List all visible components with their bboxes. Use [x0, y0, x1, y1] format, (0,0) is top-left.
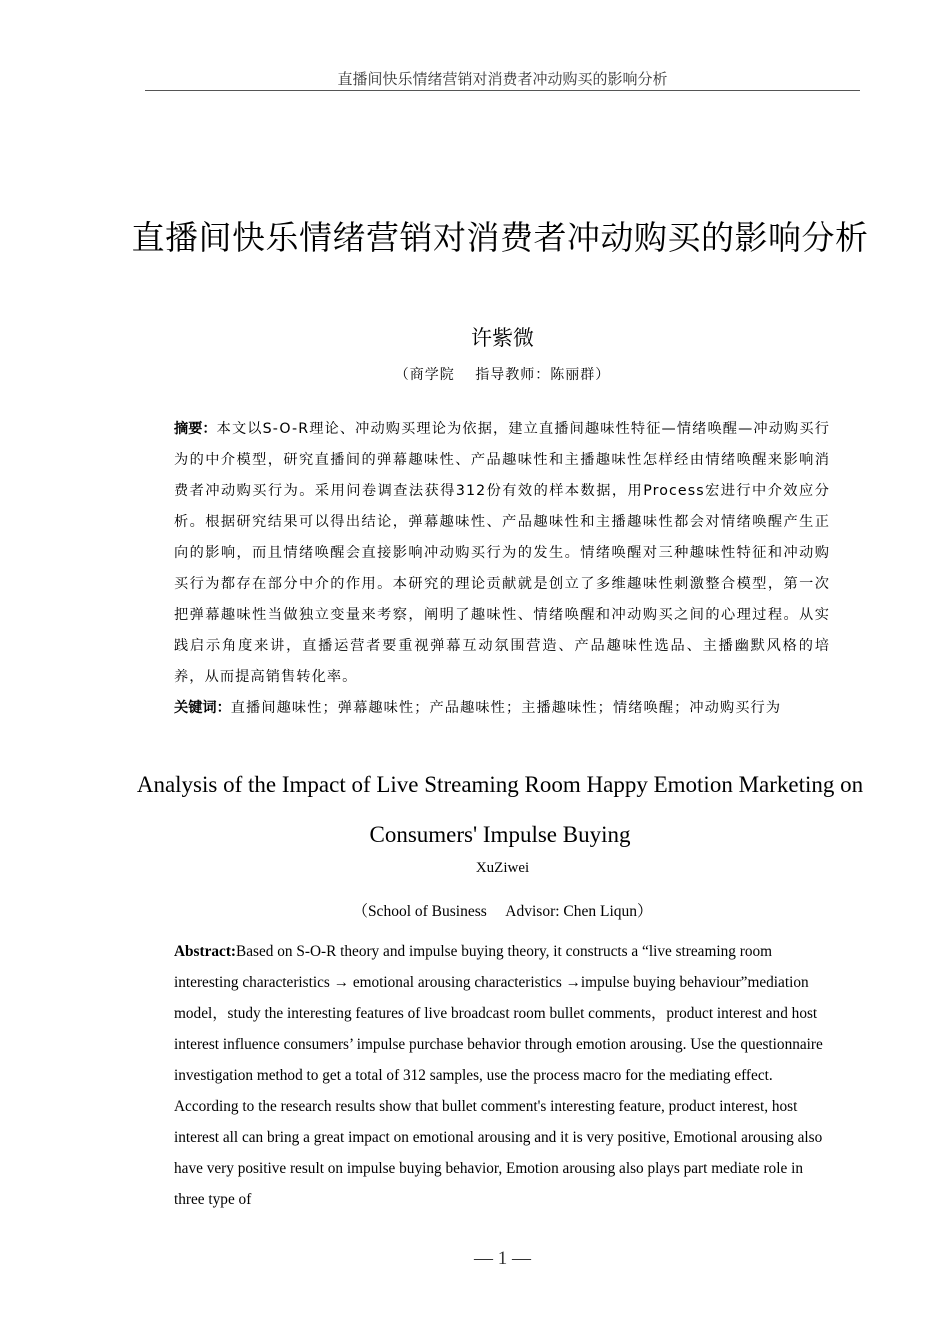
running-header: 直播间快乐情绪营销对消费者冲动购买的影响分析: [337, 70, 668, 88]
keywords-zh-text: 直播间趣味性；弹幕趣味性；产品趣味性；主播趣味性；情绪唤醒；冲动购买行为: [230, 700, 782, 716]
header-rule: [145, 90, 860, 91]
abstract-zh-text: 本文以S-O-R理论、冲动购买理论为依据，建立直播间趣味性特征—情绪唤醒—冲动购买行为的中介模型，研究直播间的弹幕趣味性、产品趣味性和主播趣味性怎样经由情绪唤醒来影响消费者冲动购买行为。采用问卷调查法获得312份有效的样本数据，用Process宏进行中介效应分析。根据研究结果可以得出结论，弹幕趣味性、产品趣味性和主播趣味性都会对情绪唤醒产生正向的影响，而且情绪唤醒会直接影响冲动购买行为的发生。情绪唤醒对三种趣味性特征和冲动购买行为都存在部分中介的作用。本研究的理论贡献就是创立了多维趣味性刺激整合模型，第一次把弹幕趣味性当做独立变量来考察，阐明了趣味性、情绪唤醒和冲动购买之间的心理过程。从实践启示角度来讲，直播运营者要重视弹幕互动氛围营造、产品趣味性选品、主播幽默风格的培养，从而提高销售转化率。: [174, 421, 830, 685]
keywords-zh: [174, 693, 830, 723]
title-en: Analysis of the Impact of Live Streaming Room Happy Emotion Marketing on Consumers' Impulse Buying: [136, 772, 864, 847]
abstract-zh: [174, 414, 830, 693]
abstract-en: [174, 936, 832, 1215]
abstract-zh-label: 摘要：: [174, 421, 217, 437]
page-number: — 1 —: [474, 1248, 531, 1269]
author-en: XuZiwei: [475, 860, 530, 876]
affiliation-zh: （商学院 指导教师：陈丽群）: [394, 367, 611, 383]
affiliation-en: （School of Business Advisor: Chen Liqun）: [352, 903, 653, 920]
abstract-en-text: Based on S-O-R theory and impulse buying theory, it constructs a “live streaming room interesting characteristics → emotional arousing characteristics →impulse buying behaviour”mediation model，study the interesting features of live broadcast room bullet comments，product interest and host interest influence consumers’ impulse purchase behavior through emotion arousing. Use the questionnaire investigation method to get a total of 312 samples, use the process macro for the mediating effect. According to the research results show that bullet comment's interesting feature, product interest, host interest all can bring a great impact on emotional arousing and it is very positive, Emotional arousing also have very positive result on impulse buying behavior, Emotion arousing also plays part mediate role in three type of: [174, 943, 823, 1208]
keywords-zh-label: 关键词：: [174, 700, 231, 716]
title-zh: 直播间快乐情绪营销对消费者冲动购买的影响分析: [131, 218, 869, 257]
abstract-en-label: Abstract:: [174, 943, 237, 960]
author-zh: 许紫微: [471, 326, 534, 350]
